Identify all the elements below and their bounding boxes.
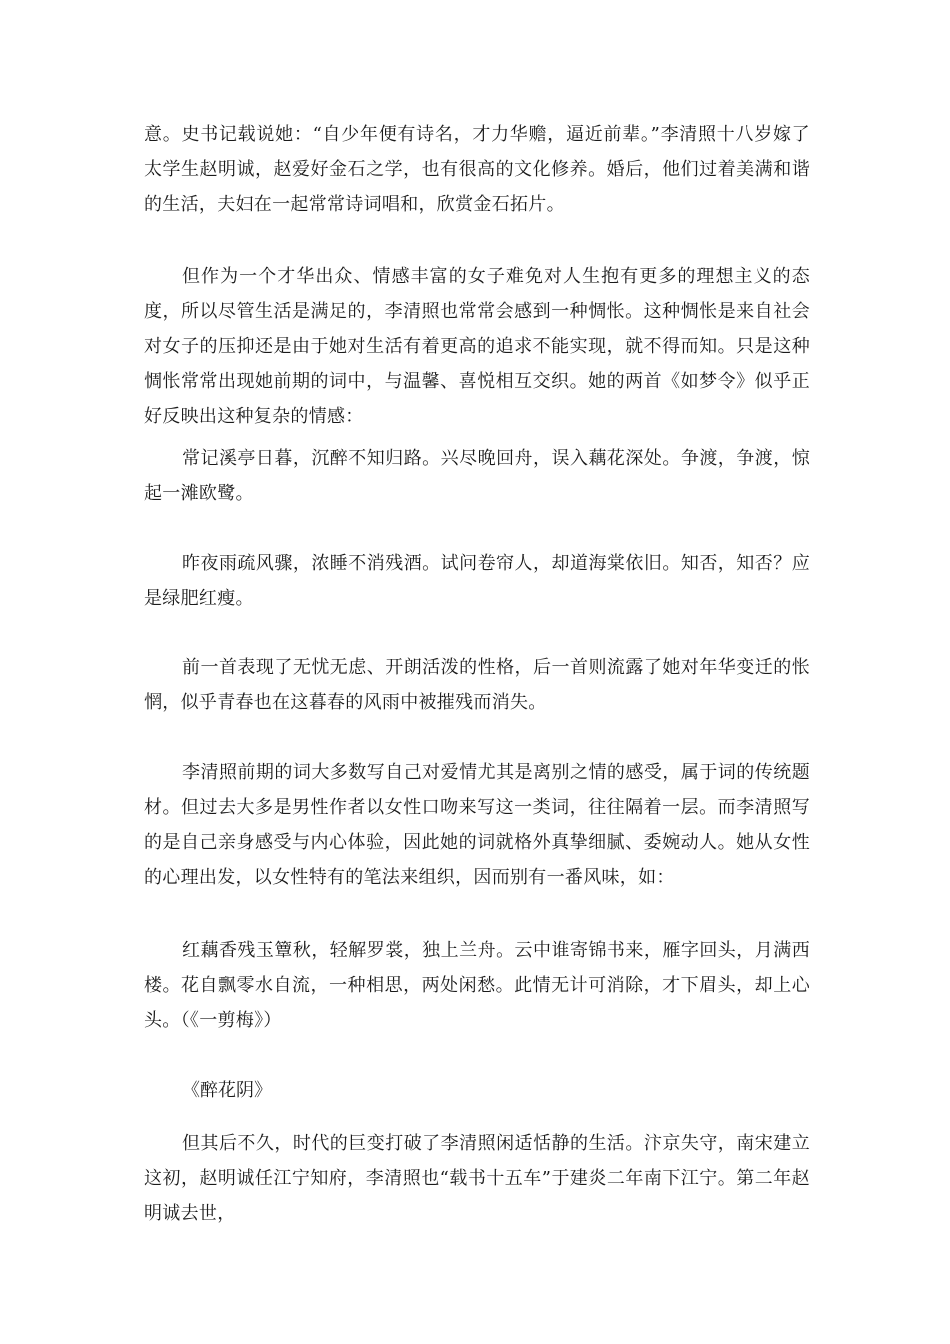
paragraph-5: 但其后不久，时代的巨变打破了李清照闲适恬静的生活。汴京失守，南宋建立这初，赵明诚任江宁知府，李清照也“载书十五车”于建炎二年南下江宁。第二年赵明诚去世， [144,1133,810,1224]
paragraph-4: 李清照前期的词大多数写自己对爱情尤其是离别之情的感受，属于词的传统题材。但过去大多是男性作者以女性口吻来写这一类词，往往隔着一层。而李清照写的是自己亲身感受与内心体验，因此她的词就格外真挚细腻、委婉动人。她从女性的心理出发，以女性特有的笔法来组织，因而别有一番风味，如： [144,762,810,888]
paragraph-1: 意。史书记载说她：“自少年便有诗名，才力华赡，逼近前辈。”李清照十八岁嫁了太学生赵明诚，赵爱好金石之学，也有很高的文化修养。婚后，他们过着美满和谐的生活，夫妇在一起常常诗词唱和，欣赏金石拓片。 [144,124,810,215]
paragraph-2: 但作为一个才华出众、情感丰富的女子难免对人生抱有更多的理想主义的态度，所以尽管生活是满足的，李清照也常常会感到一种惆怅。这种惆怅是来自社会对女子的压抑还是由于她对生活有着更高的追求不能实现，就不得而知。只是这种惆怅常常出现她前期的词中，与温馨、喜悦相互交织。她的两首《如梦令》似乎正好反映出这种复杂的情感： [144,266,810,427]
poem-rumengling-1: 常记溪亭日暮，沉醉不知归路。兴尽晚回舟，误入藕花深处。争渡，争渡，惊起一滩欧鹭。 [144,448,810,504]
poem-yijianmei: 红藕香残玉簟秋，轻解罗裳，独上兰舟。云中谁寄锦书来，雁字回头，月满西楼。花自飘零水自流，一种相思，两处闲愁。此情无计可消除，才下眉头，却上心头。（《一剪梅》） [144,940,810,1031]
paragraph-3: 前一首表现了无忧无虑、开朗活泼的性格，后一首则流露了她对年华变迁的怅惘，似乎青春也在这暮春的风雨中被摧残而消失。 [144,657,810,713]
poem-title-zuihuayin: 《醉花阴》 [182,1080,272,1101]
poem-rumengling-2: 昨夜雨疏风骤，浓睡不消残酒。试问卷帘人，却道海棠依旧。知否，知否？应是绿肥红瘦。 [144,553,810,609]
